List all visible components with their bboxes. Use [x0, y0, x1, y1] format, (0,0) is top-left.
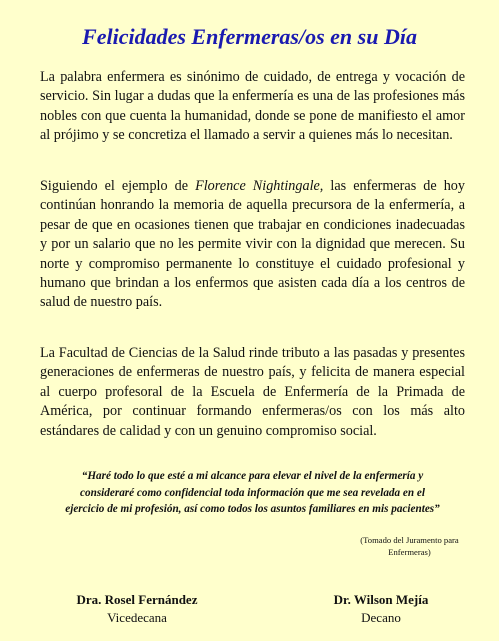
page-title: Felicidades Enfermeras/os en su Día: [82, 24, 417, 49]
paragraph-2-start: Siguiendo el ejemplo de: [40, 178, 196, 194]
oath-quote: “Haré todo lo que esté a mi alcance para elevar el nivel de la enfermería y consideraré como confidencial toda información que me sea revelada en el ejercicio de mi profesión, así como todos los asuntos familiares en mis pacientes”: [65, 470, 440, 515]
signature-right-name: Dr. Wilson Mejía: [333, 592, 429, 607]
signature-left-role: Vicedecana: [107, 610, 167, 625]
signature-left: [52, 591, 222, 627]
signature-right: [306, 591, 456, 627]
paragraph-2-end: las enfermeras de hoy continúan honrando la memoria de aquella precursora de la enfermería, a pesar de que en ocasiones tienen que trabajar en condiciones inadecuadas y por un salario que no les permite vivir con la dignidad que merecen. Su norte y compromiso permanente lo constituye el cuidado profesional y humano que brindan a los enfermos que asisten cada día a los centros de salud de nuestro país.: [40, 178, 465, 311]
paragraph-2: [40, 177, 465, 313]
signature-right-role: Decano: [361, 610, 401, 625]
signature-left-name: Dra. Rosel Fernández: [76, 592, 198, 607]
paragraph-2-name: Florence Nightingale,: [195, 178, 324, 194]
quote-source: (Tomado del Juramento para Enfermeras): [360, 535, 459, 557]
paragraph-3: La Facultad de Ciencias de la Salud rinde tributo a las pasadas y presentes generaciones de enfermeras de nuestro país, y felicita de manera especial al cuerpo profesoral de la Escuela de Enfermería de la Primada de América, por continuar formando enfermeras/os con los más alto estándares de calidad y con un genuino compromiso social.: [40, 345, 465, 439]
paragraph-1: La palabra enfermera es sinónimo de cuidado, de entrega y vocación de servicio. Sin lugar a dudas que la enfermería es una de las profesiones más nobles con que cuenta la humanidad, donde se pone de manifiesto el amor al prójimo y se concretiza el llamado a servir a quienes más lo necesitan.: [40, 69, 465, 144]
